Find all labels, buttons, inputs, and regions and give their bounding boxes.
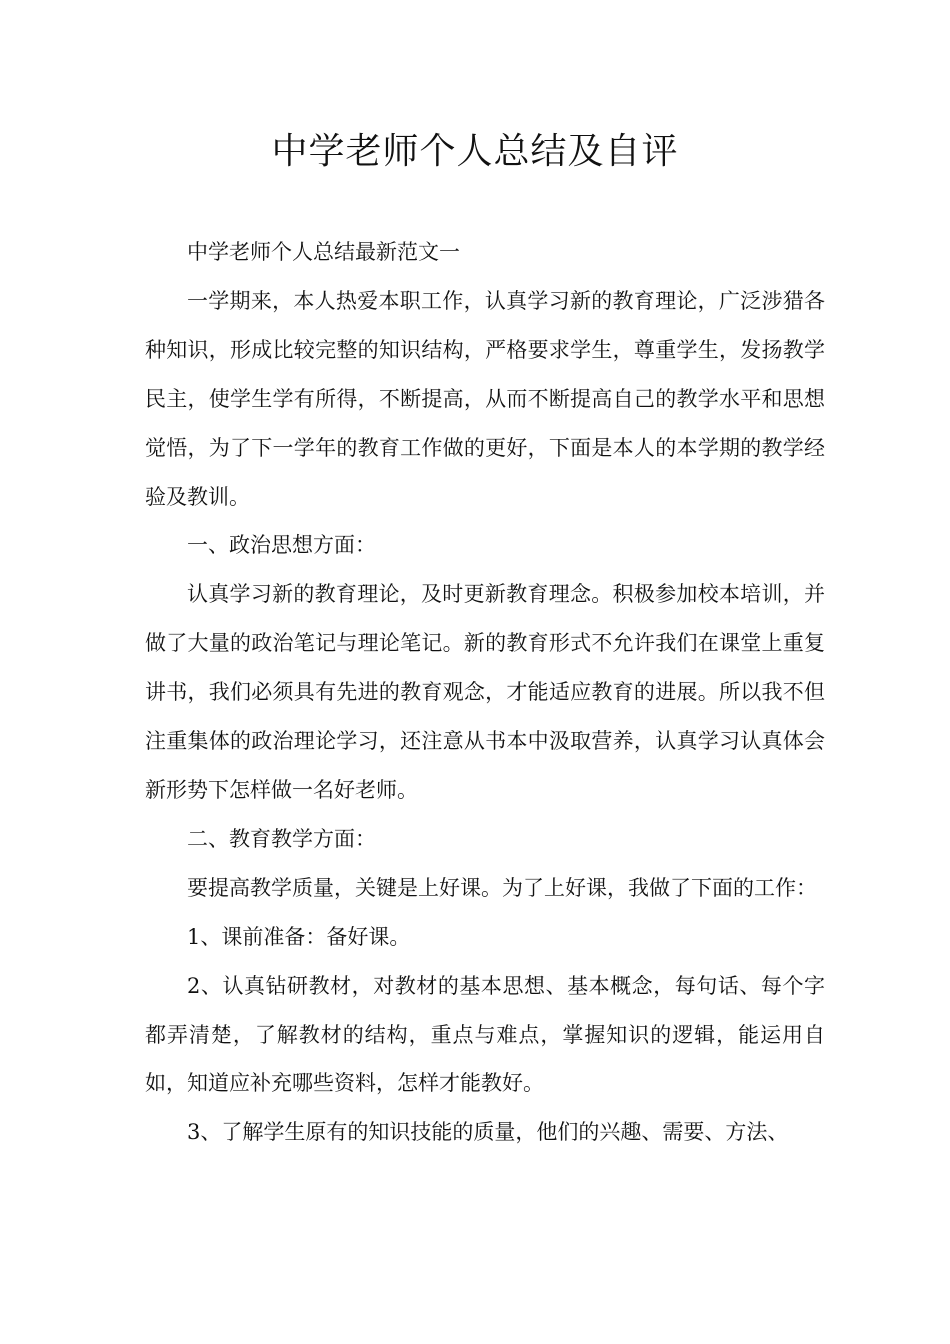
document-body: [145, 228, 825, 1157]
document-title: 中学老师个人总结及自评: [271, 131, 679, 172]
section-heading-politics: 一、政治思想方面：: [187, 533, 376, 558]
paragraph-subtitle: 中学老师个人总结最新范文一: [187, 240, 460, 264]
list-item-2: 2、认真钻研教材，对教材的基本思想、基本概念，每句话、每个字都弄清楚，了解教材的结构，重点与难点，掌握知识的逻辑，能运用自如，知道应补充哪些资料，怎样才能教好。: [145, 973, 825, 1096]
list-item-1: 1、课前准备：备好课。: [187, 924, 411, 949]
list-item-3: 3、了解学生原有的知识技能的质量，他们的兴趣、需要、方法、: [187, 1120, 789, 1145]
paragraph-politics: 认真学习新的教育理论，及时更新教育理念。积极参加校本培训，并做了大量的政治笔记与理论笔记。新的教育形式不允许我们在课堂上重复讲书，我们必须具有先进的教育观念，才能适应教育的进展。所以我不但注重集体的政治理论学习，还注意从书本中汲取营养，认真学习认真体会新形势下怎样做一名好老师。: [145, 582, 825, 802]
paragraph-intro: 一学期来，本人热爱本职工作，认真学习新的教育理论，广泛涉猎各种知识，形成比较完整的知识结构，严格要求学生，尊重学生，发扬教学民主，使学生学有所得，不断提高，从而不断提高自己的教学水平和思想觉悟，为了下一学年的教育工作做的更好，下面是本人的本学期的教学经验及教训。: [145, 288, 825, 509]
section-heading-teaching: 二、教育教学方面：: [187, 826, 376, 851]
paragraph-teaching-intro: 要提高教学质量，关键是上好课。为了上好课，我做了下面的工作：: [187, 875, 817, 900]
